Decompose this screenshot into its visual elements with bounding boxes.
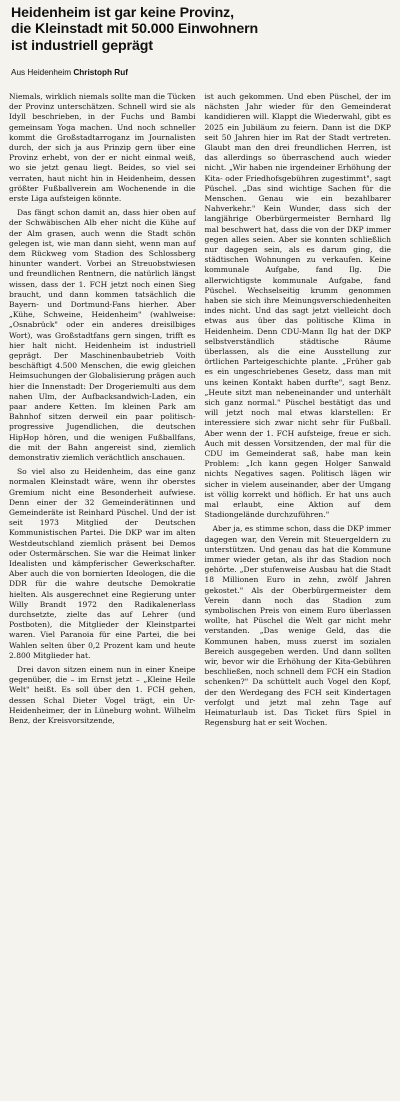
paragraph: Aber ja, es stimme schon, dass die DKP immer dagegen war, den Verein mit Steuergeldern zu unterstützen. Und genau das hat die Kommune immer wieder getan, als ihr das Stadion noch gehörte. „Der stufenweise Ausbau hat die Stadt 18 Millionen Euro in zehn, zwölf Jahren gekostet." Als der Oberbürgermeister dem Verein dann noch das Stadion zum symbolischen Preis von einem Euro überlassen wollte, hat Püschel die Welt gar nicht mehr verstanden. „Das wenige Geld, das die Kommunen haben, muss zuerst im sozialen Bereich ausgegeben werden. Und dann sollten wir, bevor wir die Erhöhung der Kita-Gebühren beschließen, noch schnell dem FCH ein Stadion schenken?" Da schüttelt auch Vogel den Kopf, der den Werdegang des FCH seit Kindertagen verfolgt und jetzt mal zehn Tage auf Heimaturlaub ist. Das Ticket fürs Spiel in Regensburg hat er seit Wochen. [204,524,391,728]
column-right [205,92,392,733]
article-body [9,92,391,733]
byline-location: Aus Heidenheim [11,67,74,77]
paragraph: Das fängt schon damit an, dass hier oben auf der Schwäbischen Alb eher nicht die Kühe auf der Alm grasen, auch wenn die Stadt schön gelegen ist, wie man dann sieht, wenn man auf dem Rückweg vom Stadion des Schlossberg hinunter wandert. Vorbei an Streuobstwiesen und freundlichen Rentnern, die natürlich längst wissen, dass der 1. FCH jetzt noch einen Sieg braucht, und dann kommen tatsächlich die Bayern- und Dortmund-Fans hierher. Aber „Kühe, Schweine, Heidenheim" (wahlweise: „Osnabrück" oder ein anderes dreisilbiges Wort), was Großstadtfans gern singen, trifft es hier halt nicht. Heidenheim ist industriell geprägt. Der Maschinenbaubetrieb Voith beschäftigt 4.500 Menschen, die ewig gleichen Heimsuchungen der Globalisierung prägen auch hier die Innenstadt: Der Drogeriemulti aus dem nahen Ulm, der Aufbacksandwich-Laden, ein paar andere Ketten. Im kleinen Park am Bahnhof sitzen derweil ein paar politisch-progressive Jugendlichen, die deutschen HipHop hören, und die wenigen Fußballfans, die mit der Bahn angereist sind, ziemlich demonstrativ ziemlich verächtlich anschauen. [9,208,196,462]
paragraph: So viel also zu Heidenheim, das eine ganz normalen Kleinstadt wäre, wenn ihr oberstes Gremium nicht eine Besonderheit aufwiese. Denn einer der 32 Gemeinderätinnen und Gemeinderäte ist Reinhard Püschel. Und der ist seit 1973 Mitglied der Deutschen Kommunistischen Partei. Die DKP war im alten Westdeutschland ziemlich präsent bei Demos oder Ostermärschen. Sie war die Heimat linker Idealisten und kämpferischer Gewerkschafter. Aber auch die von bornierten Ideologen, die die DDR für die wahre deutsche Demokratie hielten. Als ausgerechnet eine Regierung unter Willy Brandt 1972 den Radikalenerlass durchsetzte, zielte das auf Lehrer (und Postboten), die Mitglieder der Kleinstpartei waren. Viel Paranoia für eine Partei, die bei Wahlen selten über 0,2 Prozent kam und heute 2.800 Mitglieder hat. [9,467,196,660]
paragraph: Niemals, wirklich niemals sollte man die Tücken der Provinz unterschätzen. Schnell wird sie als Idyll beschrieben, in der Fuchs und Bambi gemeinsam Yoga machen. Und noch schneller kommt die Großstadtarroganz im Journalisten durch, der sich ja aus Prinzip gern über eine Provinz erhebt, von der er nicht einmal weiß, wo sie jetzt genau liegt. Beides, so viel sei verraten, haut nicht hin in Heidenheim, dessen größter Fußballverein am Wochenende in die erste Liga aufsteigen könnte. [9,91,196,203]
headline-line: ist industriell geprägt [11,37,153,54]
paragraph: Drei davon sitzen einem nun in einer Kneipe gegenüber, die – im Ernst jetzt – „Kleine Heile Welt" heißt. Es soll über den 1. FCH gehen, dessen Schal Dieter Vogel trägt, ein Ur-Heidenheimer, der in Lüneburg wohnt. Wilhelm Benz, der Kreisvorsitzende, [9,665,196,726]
paragraph: ist auch gekommen. Und eben Püschel, der im nächsten Jahr wieder für den Gemeinderat kandidieren will. Klappt die Wiederwahl, gibt es 2025 ein Jubiläum zu feiern. Dann ist die DKP seit 50 Jahren hier im Rat der Stadt vertreten. Glaubt man den drei freundlichen Herren, ist das allerdings so überraschend auch wieder nicht. „Wir haben nie irgendeiner Erhöhung der Kita- oder Friedhofsgebühren zugestimmt", sagt Püschel. „Das sind wichtige Sachen für die Menschen. Genau wie ein bezahlbarer Nahverkehr." Kein Wunder, dass sich der langjährige Oberbürgermeister Bernhard Ilg mal beschwert hat, dass die von der DKP immer gegen alles seien. Aber sie konnten schließlich nur dagegen sein, als es darum ging, die städtischen Wohnungen zu verkaufen. Keine kommunale Aufgabe, fand Ilg. Die allerwichtigste kommunale Aufgabe, fand Püschel. Wechselseitig krumm genommen haben sie sich ihre Meinungsverschiedenheiten indes nicht. Und das sagt jetzt vielleicht doch etwas aus über das politische Klima in Heidenheim. Denn CDU-Mann Ilg hat der DKP selbstverständlich städtische Räume überlassen, als die eine Ausstellung zur örtlichen Parteigeschichte plante. „Früher gab es ein ungeschriebenes Gesetz, dass man mit uns keinen Kontakt haben durfte", sagt Benz. „Heute sitzt man nebeneinander und unterhält sich ganz normal." Püschel bestätigt das und will jetzt noch mal etwas klarstellen: Er interessiere sich zwar nicht sehr für Fußball. Aber wenn der 1. FCH aufsteige, freue er sich. Auch mit dessen Vorsitzenden, der mal für die CDU im Gemeinderat saß, habe man kein Problem: „Ich kann gegen Holger Sanwald nichts Negatives sagen. Politisch lägen wir sicher in vielem auseinander, aber der Umgang ist völlig korrekt und höflich. Er hat uns auch mal erlaubt, eine Aktion auf dem Stadiongelände durchzuführen." [204,91,391,520]
headline [11,5,391,54]
column-left [9,92,196,733]
author-name: Christoph Ruf [73,67,128,77]
headline-line: Heidenheim ist gar keine Provinz, [11,5,234,21]
headline-line: die Kleinstadt mit 50.000 Einwohnern [11,21,259,38]
byline [11,68,391,77]
